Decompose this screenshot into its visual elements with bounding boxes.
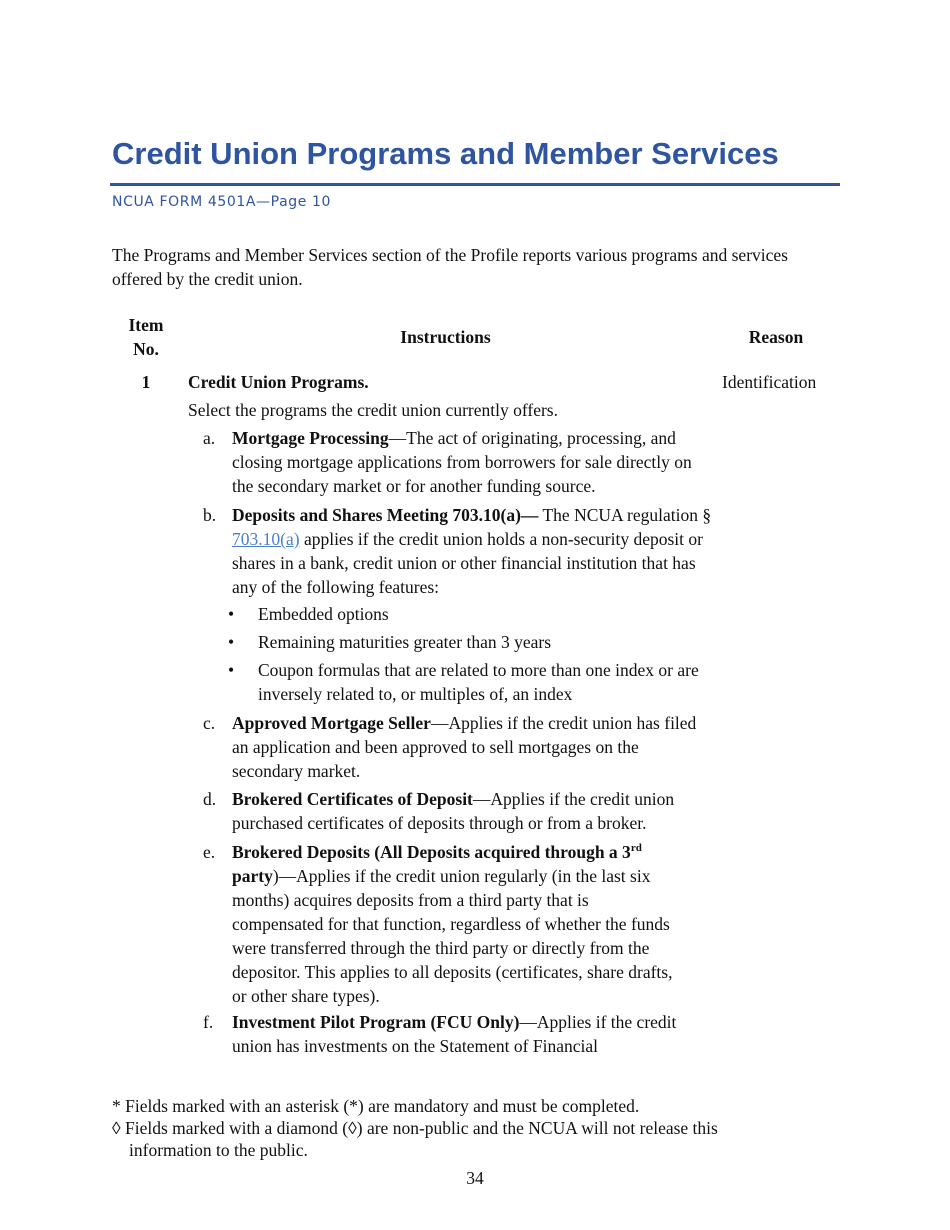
page-number: 34	[466, 1168, 484, 1188]
list-letter: f.	[203, 1012, 214, 1032]
bullet-icon: •	[228, 632, 235, 652]
list-item-label: Brokered Certificates of Deposit	[232, 789, 473, 809]
column-header-reason: Reason	[748, 327, 804, 347]
footnote-asterisk: * Fields marked with an asterisk (*) are mandatory and must be completed.	[112, 1096, 640, 1116]
bullet-icon: •	[228, 660, 235, 680]
list-item-text: —Applies if the credit union has investments on the Statement of Financial	[232, 1012, 677, 1056]
bullet-icon: •	[228, 604, 235, 624]
list-letter: c.	[203, 713, 216, 733]
bullet-text: Coupon formulas that are related to more than one index or are inversely related to, or multiples of, an index	[258, 660, 699, 704]
list-item-d	[203, 787, 713, 835]
page-title: Credit Union Programs and Member Services	[112, 136, 779, 171]
list-item-text: The NCUA regulation §	[538, 505, 712, 525]
bullet-text: Remaining maturities greater than 3 years	[258, 632, 552, 652]
list-item-label: Investment Pilot Program (FCU Only)	[232, 1012, 520, 1032]
section-intro: The Programs and Member Services section of the Profile reports various programs and services offered by the credit union.	[112, 245, 788, 289]
bullet-item	[228, 630, 708, 654]
list-item-label: Mortgage Processing	[232, 428, 389, 448]
footnote-diamond-continued: information to the public.	[129, 1140, 308, 1160]
bullet-item	[228, 602, 708, 626]
column-header-item-no: Item No.	[128, 315, 164, 359]
list-item-f	[203, 1010, 683, 1058]
item-title: Credit Union Programs.	[188, 372, 369, 392]
form-page-label: NCUA FORM 4501A—Page 10	[112, 194, 332, 210]
list-item-text: —Applies if the credit union has filed an application and been approved to sell mortgages on the secondary market.	[232, 713, 697, 781]
list-item-e	[203, 840, 683, 1008]
list-item-text: )—Applies if the credit union regularly (in the last six months) acquires deposits from a third party that is compensated for that function, regardless of whether the funds were transferred through the third party or directly from the depositor. This applies to all deposits (certificates, share drafts, or other share types).	[232, 866, 673, 1006]
item-reason: Identification	[722, 372, 817, 392]
column-header-instructions: Instructions	[400, 327, 491, 347]
footnote-diamond: ◊ Fields marked with a diamond (◊) are non-public and the NCUA will not release this	[112, 1118, 718, 1138]
title-divider	[110, 183, 840, 186]
bullet-item	[228, 658, 708, 706]
list-item-b	[203, 503, 713, 599]
regulation-link[interactable]: 703.10(a)	[232, 529, 300, 549]
list-item-label: Approved Mortgage Seller	[232, 713, 431, 733]
list-letter: a.	[203, 428, 216, 448]
list-letter: b.	[203, 505, 217, 525]
list-letter: e.	[203, 842, 216, 862]
item-number: 1	[141, 372, 151, 392]
list-letter: d.	[203, 789, 217, 809]
list-item-label: Brokered Deposits (All Deposits acquired through a 3rd party	[232, 842, 642, 886]
item-instruction-intro: Select the programs the credit union currently offers.	[188, 400, 558, 420]
list-item-text: —Applies if the credit union purchased certificates of deposits through or from a broker.	[232, 789, 675, 833]
list-item-label: Deposits and Shares Meeting 703.10(a)—	[232, 505, 539, 525]
list-item-a	[203, 426, 713, 498]
list-item-text: —The act of originating, processing, and closing mortgage applications from borrowers for sale directly on the secondary market or for another funding source.	[232, 428, 692, 496]
list-item-c	[203, 711, 713, 783]
bullet-text: Embedded options	[258, 604, 389, 624]
list-item-text: applies if the credit union holds a non-security deposit or shares in a bank, credit union or other financial institution that has any of the following features:	[232, 529, 703, 597]
